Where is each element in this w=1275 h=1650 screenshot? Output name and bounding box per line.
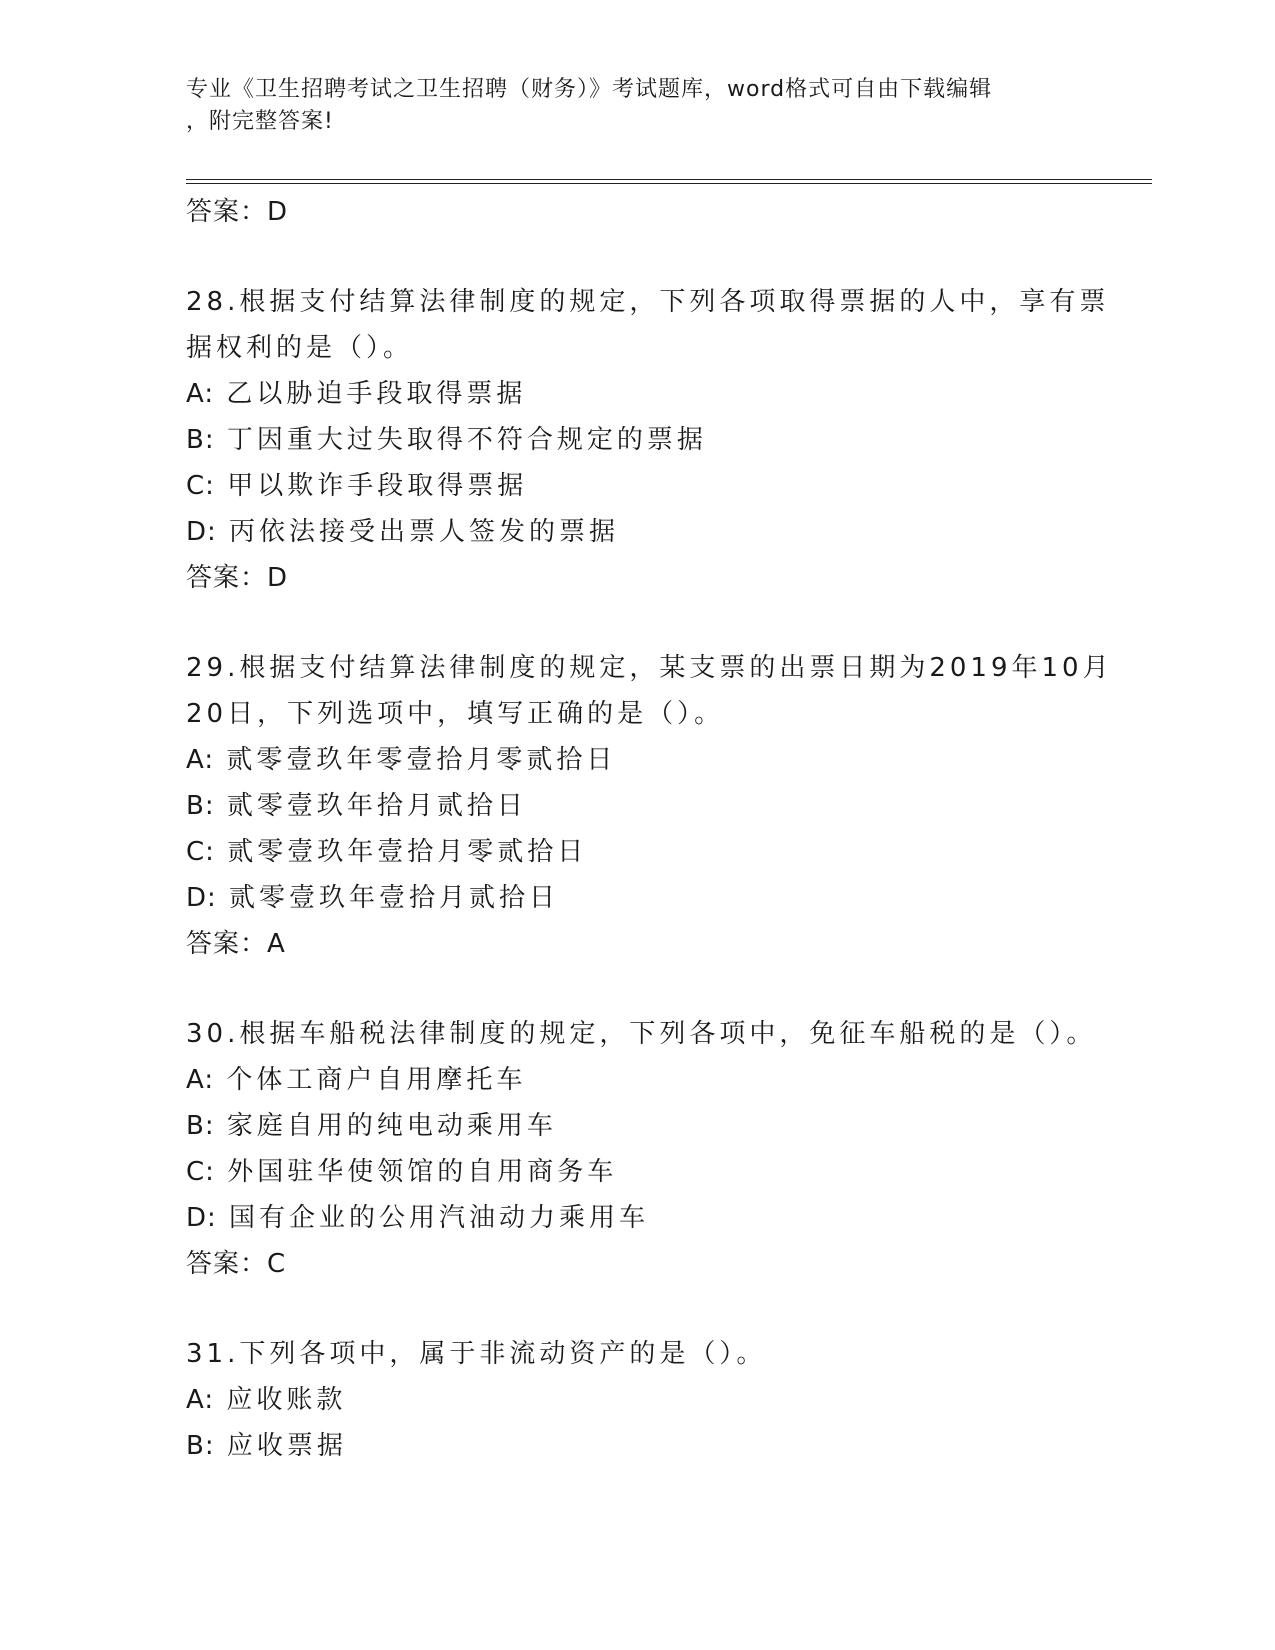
option-key: B: (186, 1111, 215, 1141)
option-row (186, 875, 1086, 921)
option-row (186, 463, 1086, 509)
question-block (186, 1011, 1097, 1287)
question-block (186, 1331, 1086, 1469)
option-key: B: (186, 425, 215, 455)
option-row (186, 1057, 1086, 1103)
answer-line: 答案：A (186, 929, 286, 959)
question-stem-line: 30.根据车船税法律制度的规定，下列各项中，免征车船税的是（）。 (186, 1019, 1097, 1049)
option-row (186, 1103, 1086, 1149)
option-text: 丙依法接受出票人签发的票据 (229, 517, 620, 547)
question-list (186, 279, 1113, 1469)
option-key: C: (186, 837, 215, 867)
option-text: 外国驻华使领馆的自用商务车 (227, 1157, 618, 1187)
header-line-1: 专业《卫生招聘考试之卫生招聘（财务）》考试题库，word格式可自由下载编辑 (186, 77, 993, 102)
option-key: A: (186, 1385, 215, 1415)
option-text: 应收账款 (226, 1385, 347, 1415)
option-text: 甲以欺诈手段取得票据 (227, 471, 528, 501)
option-text: 国有企业的公用汽油动力乘用车 (229, 1203, 650, 1233)
answer-line: 答案：D (186, 197, 289, 227)
option-row (186, 417, 1086, 463)
header-divider-bottom (186, 183, 1152, 184)
header-line-2: ，附完整答案! (186, 109, 334, 134)
option-key: D: (186, 1203, 217, 1233)
document-body (186, 189, 1113, 1469)
question-stem-line: 20日，下列选项中，填写正确的是（）。 (186, 699, 725, 729)
option-key: B: (186, 1431, 215, 1461)
option-key: B: (186, 791, 215, 821)
question-block (186, 645, 1113, 967)
option-row (186, 1377, 1086, 1423)
option-key: A: (186, 379, 215, 409)
option-key: D: (186, 517, 217, 547)
option-text: 贰零壹玖年拾月贰拾日 (226, 791, 527, 821)
option-text: 贰零壹玖年壹拾月贰拾日 (229, 883, 560, 913)
option-row (186, 1149, 1086, 1195)
option-row (186, 1423, 1086, 1469)
question-stem-line: 29.根据支付结算法律制度的规定，某支票的出票日期为2019年10月 (186, 653, 1113, 683)
option-text: 乙以胁迫手段取得票据 (226, 379, 527, 409)
option-text: 应收票据 (226, 1431, 347, 1461)
option-row (186, 371, 1086, 417)
answer-line: 答案：D (186, 563, 289, 593)
question-block (186, 279, 1110, 601)
option-text: 丁因重大过失取得不符合规定的票据 (226, 425, 707, 455)
answer-line: 答案：C (186, 1249, 287, 1279)
option-key: D: (186, 883, 217, 913)
option-key: A: (186, 1065, 215, 1095)
option-row (186, 509, 1086, 555)
question-stem-line: 31.下列各项中，属于非流动资产的是（）。 (186, 1339, 767, 1369)
option-row (186, 1195, 1086, 1241)
option-key: C: (186, 1157, 215, 1187)
question-stem-line: 28.根据支付结算法律制度的规定，下列各项取得票据的人中，享有票 (186, 287, 1110, 317)
document-header (186, 74, 1066, 138)
option-key: A: (186, 745, 215, 775)
option-text: 个体工商户自用摩托车 (226, 1065, 527, 1095)
option-text: 贰零壹玖年壹拾月零贰拾日 (227, 837, 588, 867)
option-key: C: (186, 471, 215, 501)
option-row (186, 783, 1086, 829)
option-text: 贰零壹玖年零壹拾月零贰拾日 (226, 745, 617, 775)
option-text: 家庭自用的纯电动乘用车 (226, 1111, 557, 1141)
option-row (186, 737, 1086, 783)
question-stem-line: 据权利的是（）。 (186, 333, 414, 363)
header-divider-top (186, 179, 1152, 180)
option-row (186, 829, 1086, 875)
